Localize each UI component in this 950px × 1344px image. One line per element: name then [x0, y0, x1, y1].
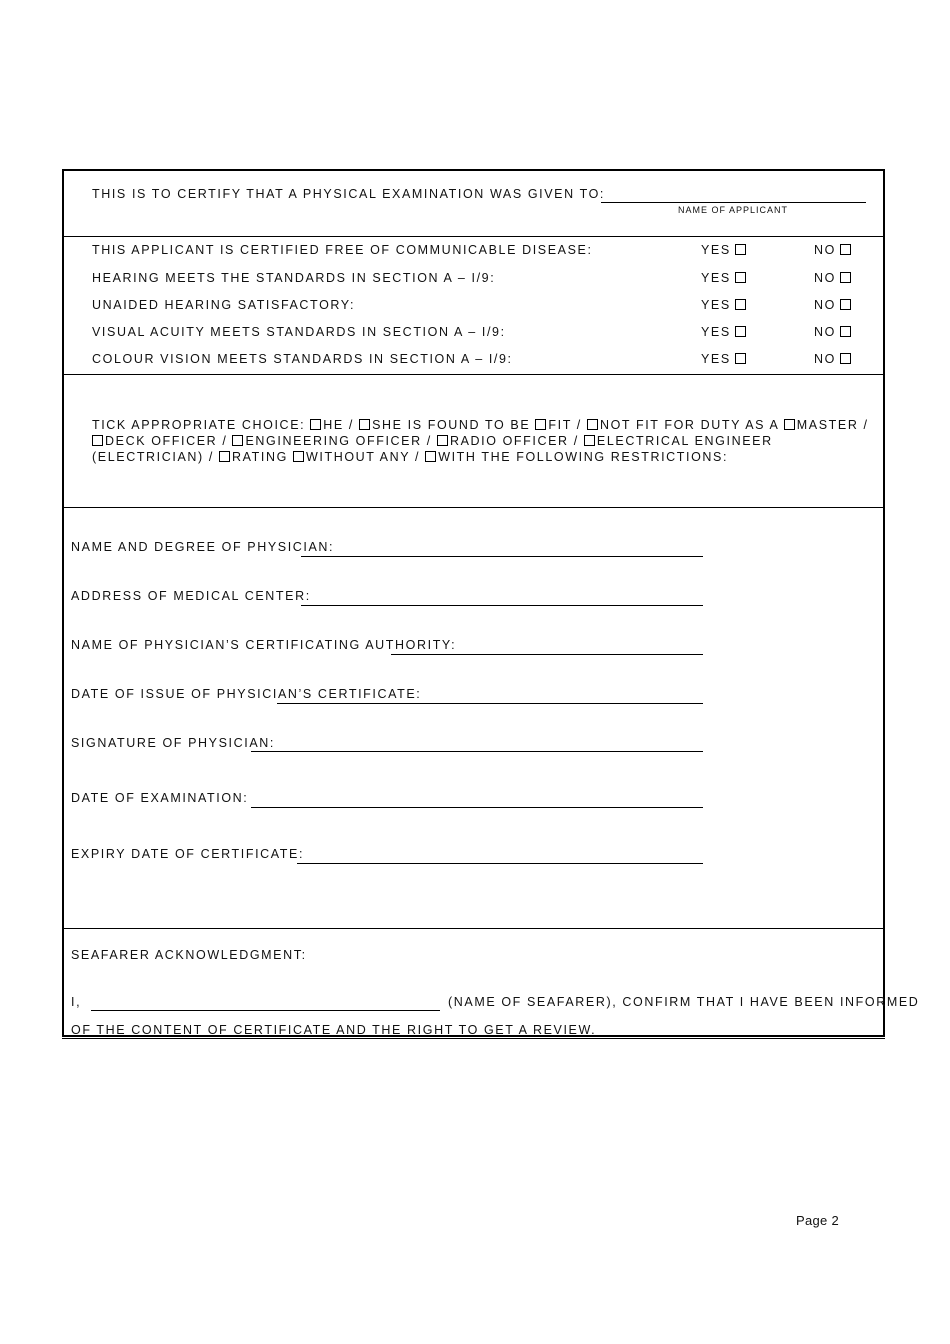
physician-signature-field[interactable]	[251, 751, 703, 752]
no-label: NO	[814, 298, 836, 312]
expiry-date-label: EXPIRY DATE OF CERTIFICATE:	[71, 847, 305, 861]
medical-center-address-label: ADDRESS OF MEDICAL CENTER:	[71, 589, 311, 603]
with-restrictions-checkbox[interactable]	[425, 451, 436, 462]
physician-name-degree-label: NAME AND DEGREE OF PHYSICIAN:	[71, 540, 335, 554]
yes-checkbox[interactable]	[735, 244, 746, 255]
no-checkbox[interactable]	[840, 299, 851, 310]
master-checkbox[interactable]	[784, 419, 795, 430]
check-label: COLOUR VISION MEETS STANDARDS IN SECTION A – I/9:	[92, 352, 513, 366]
no-checkbox[interactable]	[840, 244, 851, 255]
no-checkbox[interactable]	[840, 353, 851, 364]
yes-checkbox[interactable]	[735, 353, 746, 364]
certificate-issue-date-field[interactable]	[277, 703, 703, 704]
check-label: HEARING MEETS THE STANDARDS IN SECTION A – I/9:	[92, 271, 496, 285]
no-checkbox[interactable]	[840, 326, 851, 337]
engineering-officer-label: ENGINEERING OFFICER /	[245, 434, 432, 448]
yes-option[interactable]	[701, 325, 746, 340]
rating-label: RATING	[232, 450, 288, 464]
examination-date-label: DATE OF EXAMINATION:	[71, 791, 249, 805]
choice-intro: TICK APPROPRIATE CHOICE:	[92, 418, 306, 432]
examination-date-field[interactable]	[251, 807, 703, 808]
no-option[interactable]	[814, 298, 851, 313]
no-option[interactable]	[814, 243, 851, 258]
no-option[interactable]	[814, 352, 851, 367]
not-fit-checkbox[interactable]	[587, 419, 598, 430]
yes-option[interactable]	[701, 243, 746, 258]
no-label: NO	[814, 325, 836, 339]
yes-label: YES	[701, 298, 731, 312]
divider	[64, 374, 883, 375]
yes-label: YES	[701, 271, 731, 285]
she-checkbox[interactable]	[359, 419, 370, 430]
acknowledgment-content: OF THE CONTENT OF CERTIFICATE AND THE RIGHT TO GET A REVIEW.	[71, 1023, 597, 1037]
expiry-date-field[interactable]	[297, 863, 703, 864]
seafarer-name-field[interactable]	[91, 1010, 440, 1011]
yes-option[interactable]	[701, 352, 746, 367]
certificate-issue-date-label: DATE OF ISSUE OF PHYSICIAN’S CERTIFICATE:	[71, 687, 422, 701]
divider	[64, 507, 883, 508]
deck-officer-label: DECK OFFICER /	[105, 434, 228, 448]
medical-certificate-form	[62, 169, 920, 1037]
yes-checkbox[interactable]	[735, 272, 746, 283]
acknowledgment-heading: SEAFARER ACKNOWLEDGMENT:	[71, 948, 307, 962]
fit-label: FIT /	[548, 418, 582, 432]
he-label: HE /	[323, 418, 354, 432]
yes-label: YES	[701, 325, 731, 339]
no-label: NO	[814, 243, 836, 257]
no-label: NO	[814, 271, 836, 285]
without-restrictions-checkbox[interactable]	[293, 451, 304, 462]
physician-signature-label: SIGNATURE OF PHYSICIAN:	[71, 736, 275, 750]
certificating-authority-field[interactable]	[391, 654, 703, 655]
check-label: VISUAL ACUITY MEETS STANDARDS IN SECTION A – I/9:	[92, 325, 506, 339]
yes-checkbox[interactable]	[735, 299, 746, 310]
she-label: SHE IS FOUND TO BE	[372, 418, 531, 432]
deck-officer-checkbox[interactable]	[92, 435, 103, 446]
no-option[interactable]	[814, 325, 851, 340]
radio-officer-label: RADIO OFFICER /	[449, 434, 579, 448]
yes-checkbox[interactable]	[735, 326, 746, 337]
with-restrictions-label: WITH THE FOLLOWING RESTRICTIONS:	[438, 450, 729, 464]
certificating-authority-label: NAME OF PHYSICIAN’S CERTIFICATING AUTHORITY:	[71, 638, 457, 652]
no-checkbox[interactable]	[840, 272, 851, 283]
without-restrictions-label: WITHOUT ANY /	[306, 450, 421, 464]
page-number: Page 2	[796, 1213, 840, 1228]
divider	[64, 928, 883, 929]
certify-statement: THIS IS TO CERTIFY THAT A PHYSICAL EXAMINATION WAS GIVEN TO:	[92, 187, 605, 201]
yes-option[interactable]	[701, 298, 746, 313]
applicant-name-caption: NAME OF APPLICANT	[678, 205, 789, 215]
medical-center-address-field[interactable]	[301, 605, 703, 606]
no-label: NO	[814, 352, 836, 366]
master-label: MASTER /	[796, 418, 869, 432]
electrical-engineer-label: ELECTRICAL ENGINEER (ELECTRICIAN) /	[92, 434, 773, 464]
he-checkbox[interactable]	[310, 419, 321, 430]
not-fit-label: NOT FIT FOR DUTY AS A	[599, 418, 779, 432]
physician-name-degree-field[interactable]	[301, 556, 703, 557]
electrical-engineer-checkbox[interactable]	[584, 435, 595, 446]
acknowledgment-i: I,	[71, 995, 82, 1009]
fit-checkbox[interactable]	[535, 419, 546, 430]
yes-label: YES	[701, 352, 731, 366]
yes-option[interactable]	[701, 271, 746, 286]
check-label: THIS APPLICANT IS CERTIFIED FREE OF COMMUNICABLE DISEASE:	[92, 243, 593, 257]
engineering-officer-checkbox[interactable]	[232, 435, 243, 446]
check-label: UNAIDED HEARING SATISFACTORY:	[92, 298, 356, 312]
yes-label: YES	[701, 243, 731, 257]
rating-checkbox[interactable]	[219, 451, 230, 462]
duty-choice-paragraph	[92, 417, 882, 465]
divider	[64, 236, 883, 237]
no-option[interactable]	[814, 271, 851, 286]
radio-officer-checkbox[interactable]	[437, 435, 448, 446]
acknowledgment-confirm: (NAME OF SEAFARER), CONFIRM THAT I HAVE BEEN INFORMED	[448, 995, 920, 1009]
